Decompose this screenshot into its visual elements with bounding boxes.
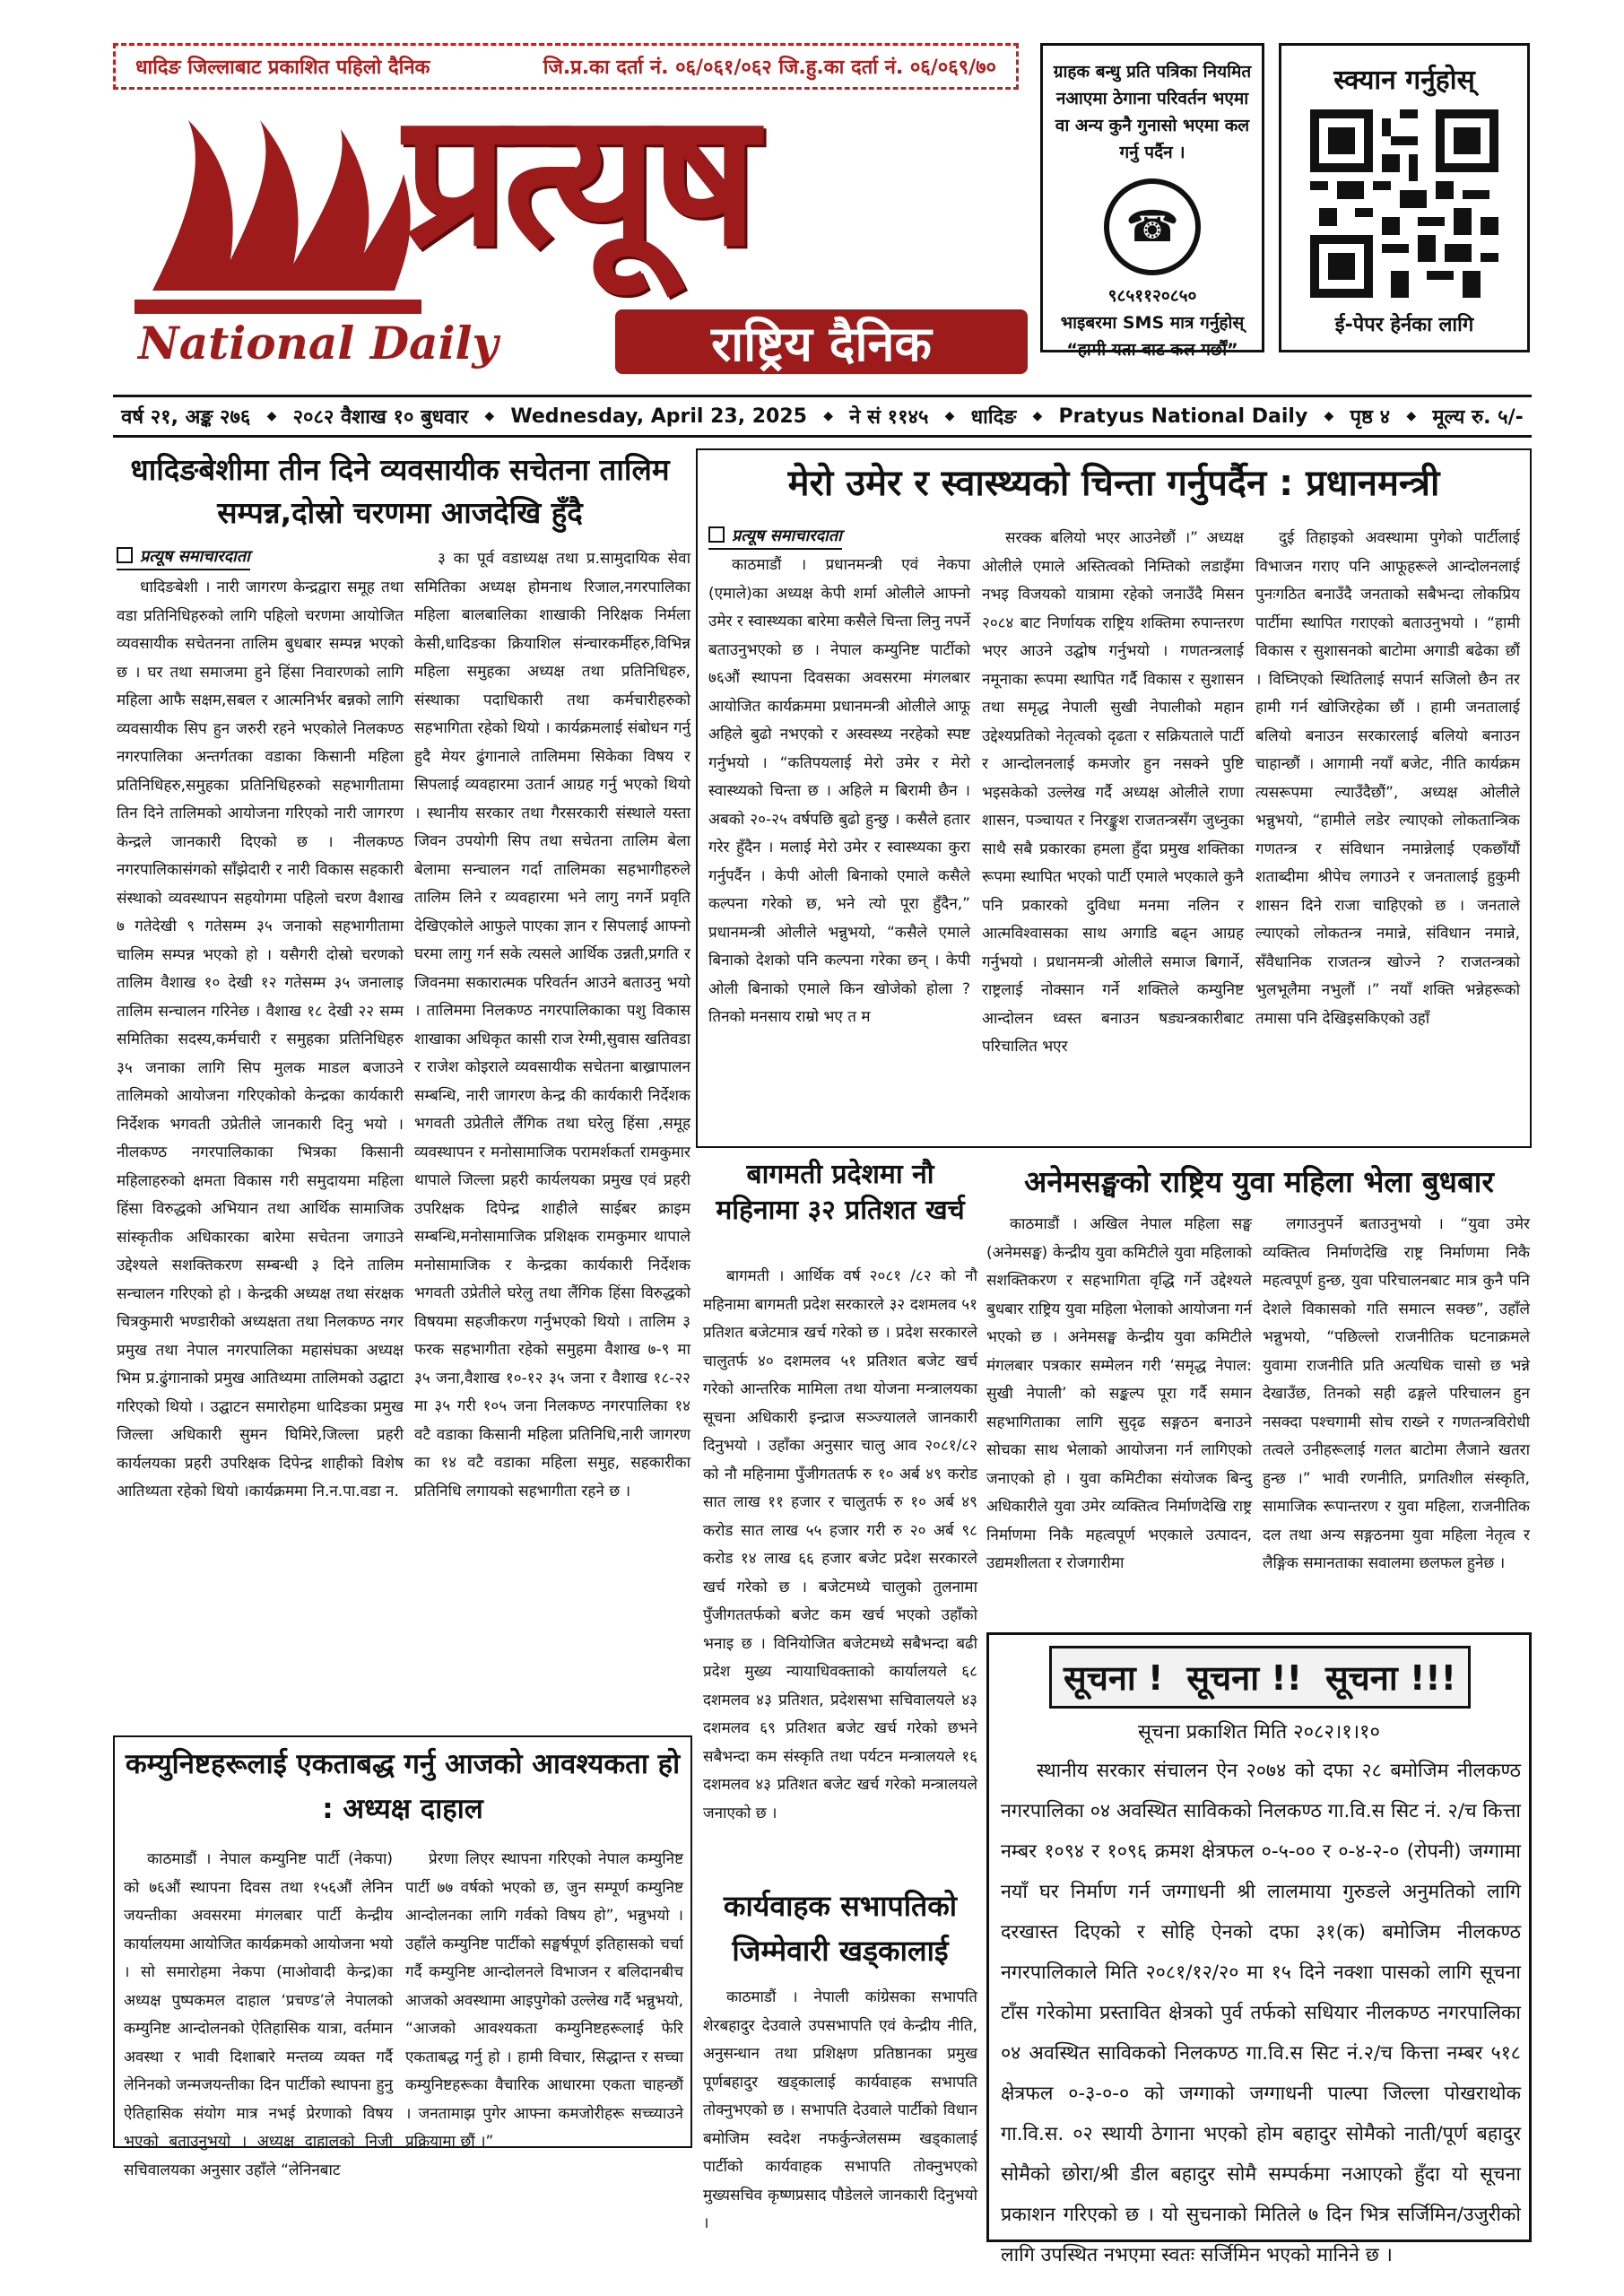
anemsangh-headline: अनेमसङ्घको राष्ट्रिय युवा महिला भेला बुधबार <box>1024 1164 1494 1199</box>
anemsangh-column-1 <box>986 1211 1252 1623</box>
qr-code-icon[interactable] <box>1310 109 1498 298</box>
notice-title-1: सूचना ! <box>1064 1658 1164 1698</box>
khadka-column <box>703 1984 977 2271</box>
notice-title-3: सूचना !!! <box>1324 1658 1456 1698</box>
rastriya-dainik-label: राष्ट्रिय दैनिक <box>615 309 1028 374</box>
separator-icon: ◆ <box>484 409 495 423</box>
dahal-column-2 <box>405 1846 683 2151</box>
flame-logo-icon <box>135 111 421 317</box>
pm-column-2 <box>982 525 1244 1144</box>
subscriber-tagline: “हामी यता बाट कल गर्छौं” <box>1066 340 1238 360</box>
notice-title-2: सूचना !! <box>1186 1658 1302 1698</box>
subscriber-phone: ९८५११२०८५० <box>1107 286 1197 306</box>
notice-title <box>1049 1646 1471 1709</box>
pm-column-1 <box>708 552 970 1144</box>
qr-caption: ई-पेपर हेर्नका लागि <box>1334 314 1474 336</box>
pm-column-3 <box>1255 525 1520 1144</box>
dhading-column-1 <box>117 574 404 1718</box>
english-date: Wednesday, April 23, 2025 <box>510 404 807 428</box>
place: धादिङ <box>970 406 1017 429</box>
dhading-column-2 <box>404 545 690 1718</box>
qr-title: स्क्यान गर्नुहोस् <box>1333 65 1475 96</box>
bagmati-text: बागमती । आर्थिक वर्ष २०८१ /८२ को नौ महिनामा बागमती प्रदेश सरकारले ३२ दशमलव ५१ प्रतिशत बजेटमात्र खर्च गरेको छ । प्रदेश सरकारले चालुतर्फ ४० दशमलव ५१ प्रतिशत बजेट खर्च गरेको आन्तरिक मामिला तथा योजना मन्त्रालयका सूचना अधिकारी इन्द्राज सञ्ज्यालले जानकारी दिनुभयो । उहाँका अनुसार चालु आव २०८१/८२ को नौ महिनामा पुँजीगततर्फ रु १० अर्ब ४९ करोड सात लाख ११ हजार र चालुतर्फ रु १० अर्ब ४९ करोड सात लाख ५५ हजार गरी रु २० अर्ब ९८ करोड १४ लाख ६६ हजार बजेट प्रदेश सरकारले खर्च गरेको छ । बजेटमध्ये चालुको तुलनामा पुँजीगततर्फको बजेट कम खर्च भएको उहाँको भनाइ छ । विनियोजित बजेटमध्ये सबैभन्दा बढी प्रदेश मुख्य न्यायाधिवक्ताको कार्यालयले ६८ दशमलव ४३ प्रतिशत, प्रदेशसभा सचिवालयले ४३ दशमलव ६९ प्रतिशत बजेट खर्च गरेको छभने सबैभन्दा कम संस्कृति तथा पर्यटन मन्त्रालयले १६ दशमलव ४३ प्रतिशत बजेट खर्च गरेको मन्त्रालयले जनाएको छ । <box>703 1267 977 1822</box>
dhading-headline: धादिङबेशीमा तीन दिने व्यवसायीक सचेतना तालिम सम्पन्न,दोस्रो चरणमा आजदेखि हुँदै <box>130 452 670 530</box>
registration-left: धादिङ जिल्लाबाट प्रकाशित पहिलो दैनिक <box>135 57 430 79</box>
dahal-col1-text: काठमाडौं । नेपाल कम्युनिष्ट पार्टी (नेकपा) को ७६औं स्थापना दिवस तथा १५६औं लेनिन जयन्तीका अवसरमा मंगलबार पार्टी केन्द्रीय कार्यालयमा आयोजित कार्यक्रमको आयोजना भयो । सो समारोहमा नेकपा (माओवादी केन्द्र)का अध्यक्ष पुष्पकमल दाहाल ‘प्रचण्ड’ले नेपालको कम्युनिष्ट आन्दोलनको ऐतिहासिक यात्रा, वर्तमान अवस्था र भावी दिशाबारे मन्तव्य व्यक्त गर्दै लेनिनको जन्मजयन्तीका दिन पार्टीको स्थापना हुनु ऐतिहासिक संयोग मात्र नभई प्रेरणाको विषय भएको बताउनुभयो । अध्यक्ष दाहालको निजी सचिवालयका अनुसार उहाँले “लेनिनबाट <box>124 1850 393 2179</box>
pm-col2-text: सरक्क बलियो भएर आउनेछौं ।” अध्यक्ष ओलीले एमाले अस्तित्वको निम्तिको लडाइँमा नभइ विजयको यात्रामा रहेको जनाउँदै मिसन २०८४ बाट निर्णायक राष्ट्रिय शक्तिमा रुपान्तरण भएर आउने उद्घोष गर्नुभयो । गणतन्त्रलाई नमूनाका रूपमा स्थापित गर्दै विकास र सुशासन तथा समृद्ध नेपाली सुखी नेपालीको महान उद्देश्यप्रतिको नेतृत्वको दृढता र सक्रियताले पार्टी र आन्दोलनलाई कमजोर हुन नसक्ने पुष्टि भइसकेको उल्लेख गर्दै अध्यक्ष ओलीले राणा शासन, पञ्चायत र निरङ्कुश राजतन्त्रसँग जुध्नुका साथै सबै प्रकारका हमला हुँदा प्रमुख शक्तिका रूपमा स्थापित भएको पार्टी एमाले भएकाले कुनै पनि प्रकारको दुविधा मनमा नलिन र आत्मविश्वासका साथ अगाडि बढ्न आग्रह गर्नुभयो । प्रधानमन्त्री ओलीले समाज बिगार्ने, राष्ट्रलाई नोक्सान गर्ने शक्तिले कम्युनिष्ट आन्दोलन ध्वस्त बनाउन षड्यन्त्रकारीबाट परिचालित भएर <box>982 529 1244 1056</box>
subscriber-text: ग्राहक बन्धु प्रति पत्रिका नियमित नआएमा ठेगाना परिवर्तन भएमा वा अन्य कुनै गुनासो भएमा कल गर्नु पर्दैन । <box>1053 62 1252 162</box>
pm-headline: मेरो उमेर र स्वास्थ्यको चिन्ता गर्नुपर्दैन : प्रधानमन्त्री <box>787 463 1440 504</box>
dahal-headline: कम्युनिष्टहरूलाई एकताबद्ध गर्नु आजको आवश्यकता हो : अध्यक्ष दाहाल <box>125 1748 681 1825</box>
registration-right: जि.प्र.का दर्ता नं. ०६/०६१/०६२ जि.हु.का दर्ता नं. ०६/०६९/७० <box>543 57 996 79</box>
logo <box>135 74 1013 300</box>
khadka-text: काठमाडौं । नेपाली कांग्रेसका सभापति शेरबहादुर देउवाले उपसभापति एवं केन्द्रीय नीति, अनुसन्धान तथा प्रशिक्षण प्रतिष्ठानका प्रमुख पूर्णबहादुर खड्कालाई कार्यवाहक सभापति तोक्नुभएको छ । सभापति देउवाले पार्टीको विधान बमोजिम स्वदेश नफर्कुन्जेलसम्म खड्कालाई पार्टीको कार्यवाहक सभापति तोक्नुभएको मुख्यसचिव कृष्णप्रसाद पौडेलले जानकारी दिनुभयो । <box>703 1988 977 2232</box>
dhading-col2-text: ३ का पूर्व वडाध्यक्ष तथा प्र.सामुदायिक सेवा समितिका अध्यक्ष हाेमनाथ रिजाल,नगरपालिका महिला बालबालिका शाखाकी निरिक्षक निर्मला केसी,धादिङका क्रियाशिल संन्चारकर्मीहरु,विभिन्न महिला समुहका अध्यक्ष तथा प्रतिनिधिहरु, संस्थाका पदाधिकारी तथा कर्मचारीहरुको सहभागिता रहेको थियो । कार्यक्रमलाई संबोधन गर्नु हुदै मेयर ढुंगानाले तालिममा सिकेका विषय र सिपलाई व्यवहारमा उतार्न आग्रह गर्नु भएको थियो । स्थानीय सरकार तथा गैरसरकारी संस्थाले यस्ता जिवन उपयोगी सिप तथा सचेतना तालिम बेला बेलामा सन्चालन गर्दा तालिमका सहभागीहरुले तालिम लिने र व्यवहारमा भने लागु नगर्ने प्रवृति देखिएकोले आफुले पाएका ज्ञान र सिपलाई आफ्नो घरमा लागु गर्न सके त्यसले आर्थिक उन्नती,प्रगति र जिवनमा सकारात्मक परिवर्तन आउने बताउनु भयो । तालिममा निलकण्ठ नगरपालिकाका पशु विकास शाखाका अधिकृत कासी राज रेग्मी,सुवास खतिवडा र राजेश कोइरालेे व्यवसायीक सचेतना बाख्रापालन सम्बन्धि, नारी जागरण केन्द्र की कार्यकारी निर्देशक भगवती उप्रेतीले लैंगिक तथा घरेलु हिंसा ,समूह व्यवस्थापन र मनोसामाजिक परामर्शकर्ता रामकुमार थापाले जिल्ला प्रहरी कार्यलयका प्रमुख एवं प्रहरी उपरिक्षक दिपेन्द्र शाहीले साईबर क्राइम सम्बन्धि,मनोसामाजिक प्रशिक्षक रामकुमार थापाले मनोसामाजिक र केन्द्रका कार्यकारी निर्देशक भगवती उप्रेतीले घरेलु तथा लैंगिक हिंसा विरुद्धको विषयमा सहजीकरण गर्नुभएको थियो । तालिम ३ फरक सहभागीता रहेको समुहमा वैशाख ७-९ मा ३५ जना,वैशाख १०-१२ ३५ जना र वैशाख १८-२२ मा ३५ गरी १०५ जना निलकण्ठ नगरपालिका १४ वटै वडाका किसानी महिला प्रतिनिधि,नारी जागरण का १४ वटै वडाका महिला समुह, सहकारीका प्रतिनिधि लगायको सहभागीता रहने छ । <box>414 550 690 1500</box>
dahal-col2-text: प्रेरणा लिएर स्थापना गरिएको नेपाल कम्युनिष्ट पार्टी ७७ वर्षको भएको छ, जुन सम्पूर्ण कम्युनिष्ट आन्दोलनका लागि गर्वको विषय हो”, भन्नुभयो । उहाँले कम्युनिष्ट पार्टीको सङ्घर्षपूर्ण इतिहासको चर्चा गर्दै कम्युनिष्ट आन्दोलनले विभाजन र बलिदानबीच आजको अवस्थामा आइपुगेको उल्लेख गर्दै भन्नुभयो, “आजको आवश्यकता कम्युनिष्टहरूलाई फेरि एकताबद्ध गर्नु हो । हामी विचार, सिद्धान्त र सच्चा कम्युनिष्टहरूका वैचारिक आधारमा एकता चाहन्छौं । जनतामाझ पुगेर आफ्ना कमजोरीहरू सच्च्याउने प्रक्रियामा छौं ।” <box>405 1850 683 2151</box>
nepali-date: २०८२ वैशाख १० बुधवार <box>292 406 469 429</box>
anemsangh-col1-text: काठमाडौं । अखिल नेपाल महिला सङ्घ (अनेमसङ्घ) केन्द्रीय युवा कमिटीले युवा महिलाको सशक्तिकरण र सहभागिता वृद्धि गर्ने उद्देश्यले बुधबार राष्ट्रिय युवा महिला भेलाको आयोजना गर्न भएको छ । अनेमसङ्घ केन्द्रीय युवा कमिटीले मंगलबार पत्रकार सम्मेलन गरी ‘समृद्ध नेपाल: सुखी नेपाली’ को सङ्कल्प पूरा गर्दै समान सहभागिताका लागि सुदृढ सङ्गठन बनाउने सोचका साथ भेलाको आयोजना गर्न लागिएको जनाएको हो । युवा कमिटीका संयोजक बिन्दु अधिकारीले युवा उमेर व्यक्तित्व निर्माणदेखि राष्ट्र निर्माणमा निकै महत्वपूर्ण भएकाले उत्पादन, उद्यमशीलता र रोजगारीमा <box>986 1215 1252 1572</box>
dhading-byline-wrap <box>117 545 386 576</box>
logo-text: प्रत्यूष <box>404 74 753 287</box>
notice-text: स्थानीय सरकार संचालन ऐन २०७४ को दफा २८ बमोजिम नीलकण्ठ नगरपालिका ०४ अवस्थित साविकको निलकण्ठ गा.वि.स सिट नं. २/च कित्ता नम्बर १०९४ र १०९६ क्रमश क्षेत्रफल ०-५-०० र ०-४-२-० (रोपनी) जग्गामा नयाँ घर निर्माण गर्न जग्गाधनी श्री लालमाया गुरुङले अनुमतिको लागि दरखास्त दिएको र सोहि ऐनको दफा ३१(क) बमोजिम नीलकण्ठ नगरपालिकाले मिति २०८१/१२/२० मा १५ दिने नक्शा पासको लागि सूचना टाँस गरेकोमा प्रस्तावित क्षेत्रको पुर्व तर्फको सधियार नीलकण्ठ नगरपालिका ०४ अवस्थित साविकको निलकण्ठ गा.वि.स सिट नं.२/च कित्ता नम्बर ५१८ क्षेत्रफल ०-३-०-० को जग्गाको जग्गाधनी पाल्पा जिल्ला पोखराथोक गा.वि.स. ०२ स्थायी ठेगाना भएको होम बहादुर सोमैको नाती/पूर्ण बहादुर सोमैको छोरा/श्री डील बहादुर सोमै सम्पर्कमा नआएको हुँदा यो सूचना प्रकाशन गरिएको छ । यो सुचनाको मितिले ७ दिन भित्र सर्जिमिन/उजुरीको लागि उपस्थित नभएमा स्वतः सर्जिमिन भएको मानिने छ । <box>1001 1760 1521 2266</box>
anemsangh-column-2 <box>1263 1211 1530 1623</box>
dhading-byline: प्रत्यूष समाचारदाता <box>117 545 250 570</box>
separator-icon: ◆ <box>1324 409 1334 423</box>
pm-byline-wrap <box>708 525 977 555</box>
separator-icon: ◆ <box>944 409 955 423</box>
bagmati-column <box>703 1263 977 1873</box>
notice-body <box>1001 1751 1521 2266</box>
anemsangh-col2-text: लगाउनुपर्ने बताउनुभयो । “युवा उमेर व्यक्तित्व निर्माणदेखि राष्ट्र निर्माणमा निकै महत्वपूर्ण हुन्छ, युवा परिचालनबाट मात्र कुनै पनि देशले विकासको गति समात्न सक्छ”, उहाँले भन्नुभयो, “पछिल्लो राजनीतिक घटनाक्रमले युवामा राजनीति प्रति अत्यधिक चासो छ भन्ने देखाउँछ, तिनको सही ढङ्गले परिचालन हुन नसक्दा पश्चगामी सोच राख्ने र गणतन्त्रविरोधी तत्वले उनीहरूलाई गलत बाटोमा लैजाने खतरा हुन्छ ।” भावी रणनीति, प्रगतिशील संस्कृति, सामाजिक रूपान्तरण र युवा महिला, राजनीतिक दल तथा अन्य सङ्गठनमा युवा महिला नेतृत्व र लैङ्गिक समानताका सवालमा छलफल हुनेछ । <box>1263 1215 1530 1572</box>
separator-icon: ◆ <box>266 409 277 423</box>
notice-date: सूचना प्रकाशित मिति २०८२।१।१० <box>1138 1721 1380 1744</box>
price: मूल्य रु. ५/- <box>1432 406 1524 429</box>
khadka-headline: कार्यवाहक सभापतिको जिम्मेवारी खड्कालाई <box>723 1889 958 1968</box>
national-daily-label: National Daily <box>138 317 499 370</box>
dateline <box>113 395 1532 438</box>
separator-icon: ◆ <box>1406 409 1417 423</box>
bagmati-headline: बागमती प्रदेशमा नौ महिनामा ३२ प्रतिशत खर्च <box>716 1159 965 1226</box>
pm-col3-text: दुई तिहाइको अवस्थामा पुगेको पार्टीलाई विभाजन गराए पनि आफूहरूले आन्दोलनलाई पुनःगठित बनाउँदै जनताको सबैभन्दा लोकप्रिय पार्टीमा स्थापित गराएको बताउनुभयो । “हामी विकास र सुशासनको बाटोमा अगाडी बढेका छौं । विघ्निएको स्थितिलाई सपार्न सजिलो छैन तर हामी गर्न खोजिरहेका छौं । हामी जनतालाई बलियो बनाउन सरकारलाई बलियो बनाउन चाहान्छौं । आगामी नयाँ बजेट, नीति कार्यक्रम त्यसरूपमा ल्याउँदैछौं”, अध्यक्ष ओलीले भन्नुभयो, “हामीले लडेर ल्याएको लोकतान्त्रिक गणतन्त्र र संविधान नमान्नेलाई एकछाँयौं शताब्दीमा श्रीपेच लगाउने र जनतालाई हुकुमी शासन दिने राजा चाहिएको छ । जनताले ल्याएको लोकतन्त्र नमान्ने, संविधान नमान्ने, सँवैधानिक राजतन्त्र खोज्ने ? राजतन्त्रको भुलभूलैमा नभुलौं ।” नयाँ शक्ति भन्नेहरूको तमासा पनि देखिइसकिएको उहाँ <box>1255 529 1520 1028</box>
paper-name: Pratyus National Daily <box>1058 404 1308 428</box>
phone-icon: ☎ <box>1104 178 1201 275</box>
dhading-col1-text: धादिङबेशी । नारी जागरण केन्द्रद्वारा समूह तथा वडा प्रतिनिधिहरुको लागि पहिलो चरणमा आयोजित व्यवसायीक सचेतनना तालिम बुधबार सम्पन्न भएको छ । घर तथा समाजमा हुने हिंसा निवारणको लागि महिला आफै सक्षम,सबल र आत्मनिर्भर बन्नको लागि व्यवसायीक सिप हुन जरुरी रहने भएकोले निलकण्ठ नगरपालिका अन्तर्गतका वडाका किसानी महिला प्रतिनिधिहरु,समुहका प्रतिनिधिहरुको सहभागीतामा तिन दिने तालिमको आयोजना गरिएको नारी जागरण केन्द्रले जानकारी दिएको छ । नीलकण्ठ नगरपालिकासंगको साँझेदारी र नारी विकास सहकारी संस्थाको व्यवस्थापन सहयोगमा पहिलो चरण वैशाख ७ गतेदेखी ९ गतेसम्म ३५ जनाको सहभागीतामा चालिम सम्पन्न भएको हो । यसैगरी दोस्रो चरणको तालिम वैशाख १० देखी १२ गतेसम्म ३५ जनालाइ तालिम सन्चालन गरिनेछ । वैशाख १८ देखी २२ सम्म समितिका सदस्य,कर्मचारी र समुहका प्रतिनिधिहरु ३५ जनाका लागि सिप मुलक माडल बजाउने तालिमको आयोजना गरिएकोको केन्द्रका कार्यकारी निर्देशक भगवती उप्रेतीले जानकारी दिनु भयो । नीलकण्ठ नगरपालिकाका भित्रका किसानी महिलाहरुको क्षमता विकास गरी समुदायमा महिला हिंसा विरुद्धको अभियान तथा आर्थिक सामाजिक सांस्कृतीक अधिकारका बारेमा सचेतना जगाउने उद्देश्यले सशक्तिकरण सम्बन्धी ३ दिने तालिम सन्चालन गरिएको हो । केन्द्रकी अध्यक्ष तथा संरक्षक चित्रकुमारी भण्डारीको अध्यक्षता तथा निलकण्ठ नगर प्रमुख तथा नेपाल नगरपालिका महासंघका अध्यक्ष भिम प्र.ढुंगानाको प्रमुख आतिथ्यमा तालिमको उद्घाटा गरिएको थियो । उद्घाटन समारोहमा धादिङका प्रमुख जिल्ला अधिकारी सुमन घिमिरे,जिल्ला प्रहरी कार्यलयका प्रहरी उपरिक्षक दिपेन्द्र शाहीको विशेष आतिथ्यता रहेको थियो ।कार्यक्रममा नि.न.पा.वडा न. <box>117 578 404 1500</box>
separator-icon: ◆ <box>1032 409 1043 423</box>
page-number: पृष्ठ ४ <box>1350 406 1391 429</box>
year-issue: वर्ष २१, अङ्क २७६ <box>121 406 251 429</box>
pm-col1-text: काठमाडौं । प्रधानमन्त्री एवं नेकपा (एमाले)का अध्यक्ष केपी शर्मा ओलीले आफ्नो उमेर र स्वास्थ्यका बारेमा कसैले चिन्ता लिनु नपर्ने बताउनुभएको छ । नेपाल कम्युनिष्ट पार्टीको ७६औं स्थापना दिवसका अवसरमा मंगलबार आयोजित कार्यक्रममा प्रधानमन्त्री ओलीले आफू अहिले बुढो नभएको र अस्वस्थ्य नरहेको स्पष्ट गर्नुभयो । “कतिपयलाई मेरो उमेर र मेरो स्वास्थ्यको चिन्ता छ । अहिले म बिरामी छैन । अबको २०-२५ वर्षपछि बुढो हुन्छु । कसैले हतार गरेर हुँदैन । मलाई मेरो उमेर र स्वास्थ्यका कुरा गर्नुपर्दैन । केपी ओली बिनाको एमाले कसैले कल्पना गरेको छ, भने त्यो पूरा हुँदैन,” प्रधानमन्त्री ओलीले भन्नुभयो, “कसैले एमाले बिनाको देशको पनि कल्पना गरेका छन् । केपी ओली बिनाको एमाले किन खोजेको होला ? तिनको मनसाय राम्रो भए त म <box>708 556 970 1026</box>
qr-box <box>1279 43 1530 352</box>
sms-note: भाइबरमा SMS मात्र गर्नुहोस् <box>1060 313 1245 333</box>
subscriber-box <box>1040 43 1264 360</box>
dahal-column-1 <box>124 1846 393 2179</box>
nepal-sambat: ने सं ११४५ <box>849 406 929 429</box>
separator-icon: ◆ <box>823 409 833 423</box>
pm-byline: प्रत्यूष समाचारदाता <box>708 525 842 550</box>
